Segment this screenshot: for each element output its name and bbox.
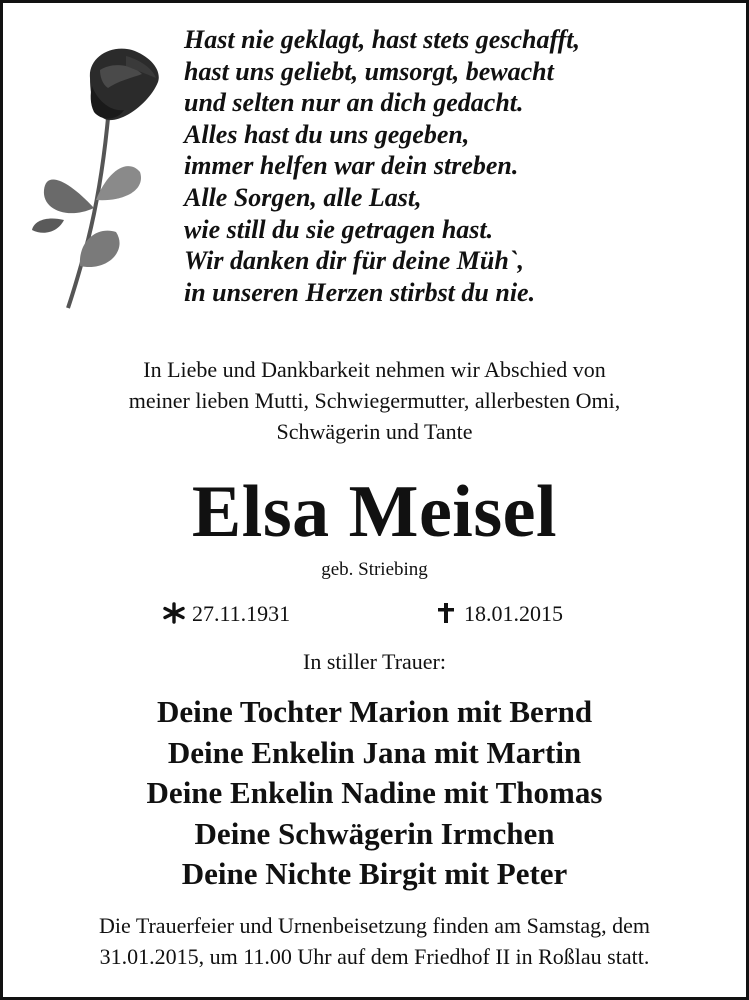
- poem-line: Wir danken dir für deine Müh`,: [184, 246, 524, 276]
- mourner-line: Deine Enkelin Jana mit Martin: [167, 734, 582, 770]
- birth-date-row: [162, 600, 290, 628]
- poem-line: immer helfen war dein streben.: [184, 151, 519, 181]
- ceremony-info: [0, 910, 749, 972]
- mourner-line: Deine Enkelin Nadine mit Thomas: [146, 775, 603, 811]
- deceased-name: Elsa Meisel: [191, 471, 558, 553]
- death-date-row: [434, 600, 563, 628]
- poem-line: in unseren Herzen stirbst du nie.: [184, 277, 536, 307]
- poem-line: hast uns geliebt, umsorgt, bewacht: [184, 56, 554, 86]
- ceremony-line: Die Trauerfeier und Urnenbeisetzung finden am Samstag, dem: [98, 913, 651, 938]
- cross-death-icon: [434, 602, 458, 624]
- birth-date: 27.11.1931: [192, 601, 291, 626]
- mourner-line: Deine Nichte Birgit mit Peter: [181, 856, 568, 892]
- poem-line: wie still du sie getragen hast.: [184, 214, 494, 244]
- poem-line: und selten nur an dich gedacht.: [184, 88, 524, 118]
- maiden-name: geb. Striebing: [321, 559, 428, 580]
- poem-line: Alles hast du uns gegeben,: [184, 119, 470, 149]
- farewell-intro: [0, 354, 749, 447]
- death-date: 18.01.2015: [464, 601, 563, 626]
- mourner-line: Deine Schwägerin Irmchen: [194, 815, 555, 851]
- rose-icon: [28, 40, 168, 310]
- poem: [184, 24, 729, 308]
- mourners-list: [0, 692, 749, 895]
- mourning-label: In stiller Trauer:: [303, 649, 446, 674]
- asterisk-birth-icon: [162, 602, 186, 624]
- intro-line: In Liebe und Dankbarkeit nehmen wir Abschied von: [143, 357, 606, 382]
- mourner-line: Deine Tochter Marion mit Bernd: [156, 694, 593, 729]
- poem-line: Alle Sorgen, alle Last,: [184, 182, 422, 212]
- intro-line: meiner lieben Mutti, Schwiegermutter, allerbesten Omi,: [128, 388, 621, 413]
- intro-line: Schwägerin und Tante: [276, 419, 473, 444]
- ceremony-line: 31.01.2015, um 11.00 Uhr auf dem Friedhof II in Roßlau statt.: [99, 944, 650, 969]
- poem-line: Hast nie geklagt, hast stets geschafft,: [184, 25, 581, 54]
